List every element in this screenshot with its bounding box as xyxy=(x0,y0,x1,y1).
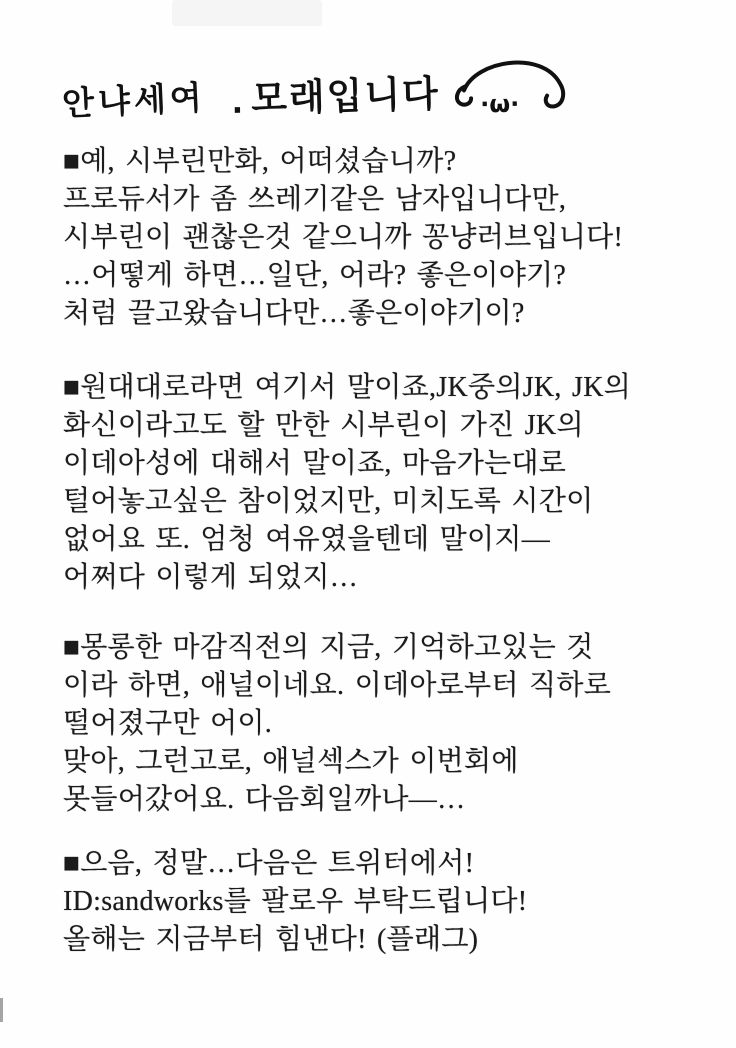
greeting-text: 안냐세여 xyxy=(61,77,207,124)
text-line: 이데아성에 대해서 말이죠, 마음가는대로 xyxy=(63,448,567,479)
cat-face-doodle-icon xyxy=(445,57,570,122)
text-line: ID:sandworks를 팔로우 부탁드립니다! xyxy=(63,886,528,917)
text-line: 맞아, 그런고로, 애널섹스가 이번회에 xyxy=(63,746,519,777)
text-line: 털어놓고싶은 참이었지만, 미치도록 시간이 xyxy=(63,486,594,517)
author-name: 모래입니다 xyxy=(250,72,441,121)
scan-edge-mark xyxy=(0,998,3,1022)
scan-artifact xyxy=(172,0,322,26)
text-line: 프로듀서가 좀 쓰레기같은 남자입니다만, xyxy=(63,184,567,215)
greeting-handwriting xyxy=(62,57,570,122)
text-line: 없어요 또. 엄청 여유였을텐데 말이지— xyxy=(63,524,551,555)
text-line: 어쩌다 이렇게 되었지… xyxy=(63,562,359,593)
text-line: ■으음, 정말…다음은 트위터에서! xyxy=(63,848,475,879)
text-line: 화신이라고도 할 만한 시부린이 가진 JK의 xyxy=(63,410,584,441)
text-line: …어떻게 하면…일단, 어라? 좋은이야기? xyxy=(63,260,567,291)
text-line: 시부린이 괜찮은것 같으니까 꽁냥러브입니다! xyxy=(63,222,624,253)
text-line: 떨어졌구만 어이. xyxy=(63,708,273,739)
text-line: 못들어갔어요. 다음회일까나—… xyxy=(63,784,466,815)
paragraph-2 xyxy=(63,369,631,597)
paragraph-1 xyxy=(63,143,623,333)
doodle-face-text: ·ω· xyxy=(479,89,520,119)
paragraph-3 xyxy=(63,629,611,819)
text-line: ■원대대로라면 여기서 말이죠,JK중의JK, JK의 xyxy=(63,372,632,403)
text-line: ■몽롱한 마감직전의 지금, 기억하고있는 것 xyxy=(63,632,594,663)
text-line: 올해는 지금부터 힘낸다! (플래그) xyxy=(63,924,479,955)
text-line: 이라 하면, 애널이네요. 이데아로부터 직하로 xyxy=(63,670,612,701)
paragraph-4 xyxy=(63,845,527,959)
text-line: ■예, 시부린만화, 어떠셨습니까? xyxy=(63,146,457,177)
separator-dot: . xyxy=(231,85,244,121)
text-line: 처럼 끌고왔습니다만…좋은이야기이? xyxy=(63,298,525,329)
